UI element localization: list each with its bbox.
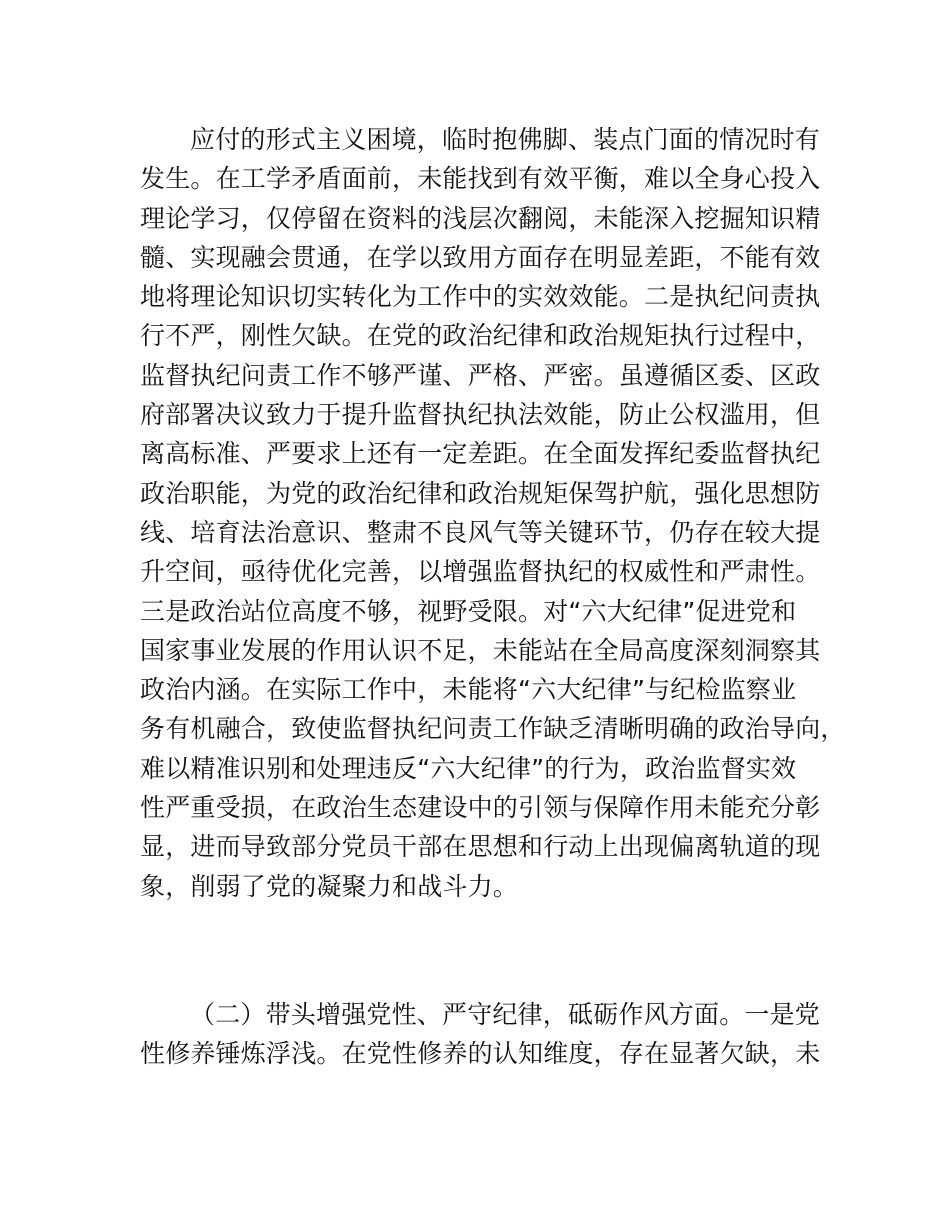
text-line: 升空间，亟待优化完善，以增强监督执纪的权威性和严肃性。 <box>140 557 821 587</box>
text-line: 象，削弱了党的凝聚力和战斗力。 <box>140 871 519 901</box>
text-line: 府部署决议致力于提升监督执纪执法效能，防止公权滥用，但 <box>140 400 821 430</box>
text-line: 三是政治站位高度不够，视野受限。对“六大纪律”促进党和 <box>140 596 797 626</box>
text-line: 政治职能，为党的政治纪律和政治规矩保驾护航，强化思想防 <box>140 478 821 508</box>
text-line: 理论学习，仅停留在资料的浅层次翻阅，未能深入挖掘知识精 <box>140 203 821 233</box>
text-line: 性严重受损，在政治生态建设中的引领与保障作用未能充分彰 <box>140 793 821 823</box>
text-line: 发生。在工学矛盾面前，未能找到有效平衡，难以全身心投入 <box>140 164 821 194</box>
text-line: 政治内涵。在实际工作中，未能将“六大纪律”与纪检监察业 <box>140 675 797 705</box>
text-line: 难以精准识别和处理违反“六大纪律”的行为，政治监督实效 <box>140 753 797 783</box>
text-line: 务有机融合，致使监督执纪问责工作缺乏清晰明确的政治导向， <box>140 714 846 744</box>
text-line: （二）带头增强党性、严守纪律，砥砺作风方面。一是党 <box>190 1000 821 1029</box>
text-line: 应付的形式主义困境，临时抱佛脚、装点门面的情况时有 <box>190 125 821 154</box>
text-line: 离高标准、严要求上还有一定差距。在全面发挥纪委监督执纪 <box>140 439 821 469</box>
text-line: 国家事业发展的作用认识不足，未能站在全局高度深刻洞察其 <box>140 635 821 665</box>
text-line: 显，进而导致部分党员干部在思想和行动上出现偏离轨道的现 <box>140 832 821 862</box>
text-line: 线、培育法治意识、整肃不良风气等关键环节，仍存在较大提 <box>140 517 821 547</box>
paragraph <box>140 995 840 1074</box>
text-line: 髓、实现融会贯通，在学以致用方面存在明显差距，不能有效 <box>140 242 821 272</box>
text-line: 监督执纪问责工作不够严谨、严格、严密。虽遵循区委、区政 <box>140 360 821 390</box>
text-line: 性修养锤炼浮浅。在党性修养的认知维度，存在显著欠缺，未 <box>140 1039 821 1069</box>
text-line: 行不严，刚性欠缺。在党的政治纪律和政治规矩执行过程中， <box>140 321 821 351</box>
text-line: 地将理论知识切实转化为工作中的实效效能。二是执纪问责执 <box>140 282 821 312</box>
paragraph <box>140 120 846 906</box>
